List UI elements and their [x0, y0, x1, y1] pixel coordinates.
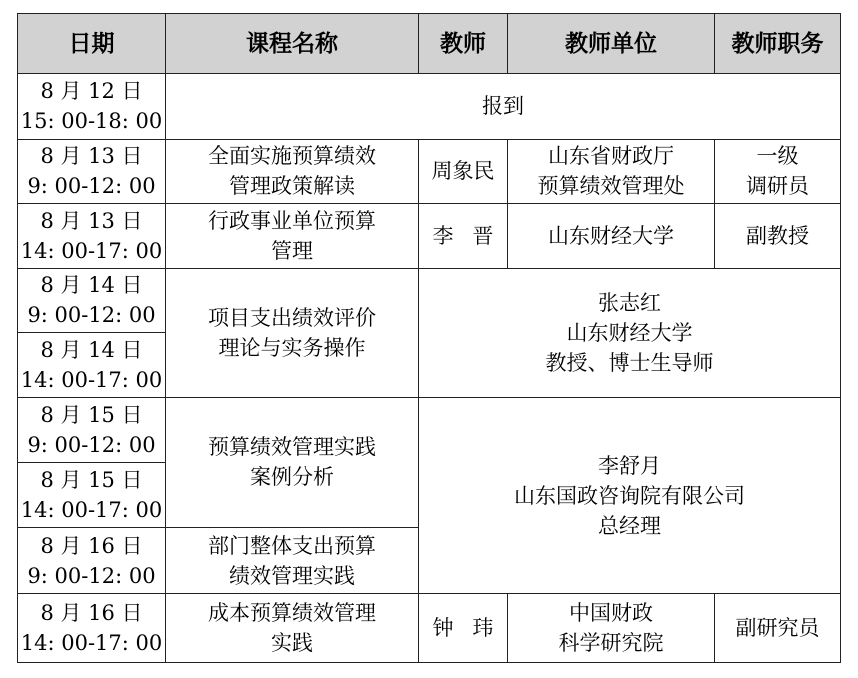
course-line: 理论与实务操作	[218, 335, 366, 360]
course-line: 预算绩效管理实践	[208, 435, 376, 460]
position-line: 副教授	[746, 223, 809, 248]
table-row	[18, 74, 841, 140]
unit-line: 预算绩效管理处	[537, 174, 685, 199]
teacher-title: 教授、博士生导师	[545, 350, 714, 375]
date-text: 8 月 14 日	[40, 273, 143, 298]
teacher-cell	[419, 204, 513, 269]
position-line: 副研究员	[735, 616, 820, 641]
unit-line: 山东省财政厅	[548, 144, 674, 169]
header-date: 日期	[18, 14, 166, 74]
date-cell	[18, 527, 166, 594]
registration-cell: 报到	[166, 74, 841, 140]
date-text: 8 月 16 日	[40, 533, 143, 558]
course-line: 部门整体支出预算	[208, 533, 376, 558]
table-row	[18, 268, 841, 333]
time-text: 14: 00-17: 00	[20, 498, 163, 523]
header-row	[18, 14, 841, 74]
date-text: 8 月 15 日	[40, 468, 143, 493]
time-text: 9: 00-12: 00	[27, 563, 156, 588]
course-line: 全面实施预算绩效	[208, 144, 376, 169]
date-text: 8 月 13 日	[40, 208, 143, 233]
course-line: 案例分析	[250, 465, 334, 490]
date-text: 8 月 14 日	[40, 337, 143, 362]
teacher-title: 总经理	[598, 513, 661, 538]
unit-line: 科学研究院	[558, 631, 664, 656]
table-row	[18, 594, 841, 663]
time-text: 9: 00-12: 00	[27, 174, 156, 199]
time-text: 9: 00-12: 00	[27, 433, 156, 457]
course-cell	[166, 204, 419, 269]
position-cell	[715, 204, 841, 269]
date-cell	[18, 268, 166, 333]
course-line: 实践	[271, 631, 313, 656]
teacher-unit: 山东国政咨询院有限公司	[514, 483, 745, 508]
position-line: 一级	[756, 144, 799, 169]
date-text: 8 月 16 日	[40, 601, 143, 626]
unit-cell	[508, 594, 715, 663]
teacher-name: 李舒月	[598, 453, 661, 478]
teacher-cell	[419, 594, 513, 663]
date-cell	[18, 204, 166, 269]
course-line: 绩效管理实践	[229, 563, 355, 588]
date-cell	[18, 74, 166, 140]
date-text: 8 月 15 日	[40, 403, 143, 427]
teacher-name: 张志红	[598, 290, 661, 315]
unit-cell	[508, 139, 715, 204]
header-position: 教师职务	[715, 14, 841, 74]
position-cell	[715, 139, 841, 204]
teacher-name: 李晋	[432, 223, 513, 248]
unit-line: 山东财经大学	[548, 223, 674, 248]
unit-cell	[508, 204, 715, 269]
date-cell	[18, 397, 166, 463]
date-cell	[18, 333, 166, 398]
header-teacher: 教师	[419, 14, 508, 74]
training-schedule-table	[17, 13, 841, 663]
time-text: 14: 00-17: 00	[20, 631, 163, 656]
table-row	[18, 204, 841, 269]
teacher-info-cell	[419, 268, 841, 397]
course-line: 管理政策解读	[229, 174, 355, 199]
header-unit: 教师单位	[508, 14, 715, 74]
course-cell	[166, 594, 419, 663]
course-cell	[166, 268, 419, 397]
course-cell	[166, 527, 419, 594]
time-text: 14: 00-17: 00	[20, 238, 163, 263]
unit-line: 中国财政	[569, 601, 653, 626]
course-cell	[166, 139, 419, 204]
time-text: 15: 00-18: 00	[20, 109, 163, 134]
time-text: 9: 00-12: 00	[27, 303, 156, 328]
course-line: 管理	[271, 238, 313, 263]
teacher-info-cell	[419, 397, 841, 594]
teacher-name: 钟玮	[432, 616, 513, 641]
header-course: 课程名称	[166, 14, 419, 74]
date-text: 8 月 13 日	[40, 144, 143, 169]
course-line: 行政事业单位预算	[208, 208, 376, 233]
course-cell	[166, 397, 419, 527]
date-cell	[18, 594, 166, 663]
table-row	[18, 397, 841, 463]
teacher-unit: 山东财经大学	[566, 320, 693, 345]
date-cell	[18, 463, 166, 528]
position-line: 调研员	[746, 174, 809, 199]
table-row	[18, 139, 841, 204]
date-cell	[18, 139, 166, 204]
teacher-cell: 周象民	[419, 139, 508, 204]
course-line: 项目支出绩效评价	[208, 305, 376, 330]
date-text: 8 月 12 日	[40, 79, 143, 104]
position-cell	[715, 594, 841, 663]
course-line: 成本预算绩效管理	[208, 601, 376, 626]
time-text: 14: 00-17: 00	[20, 367, 163, 392]
